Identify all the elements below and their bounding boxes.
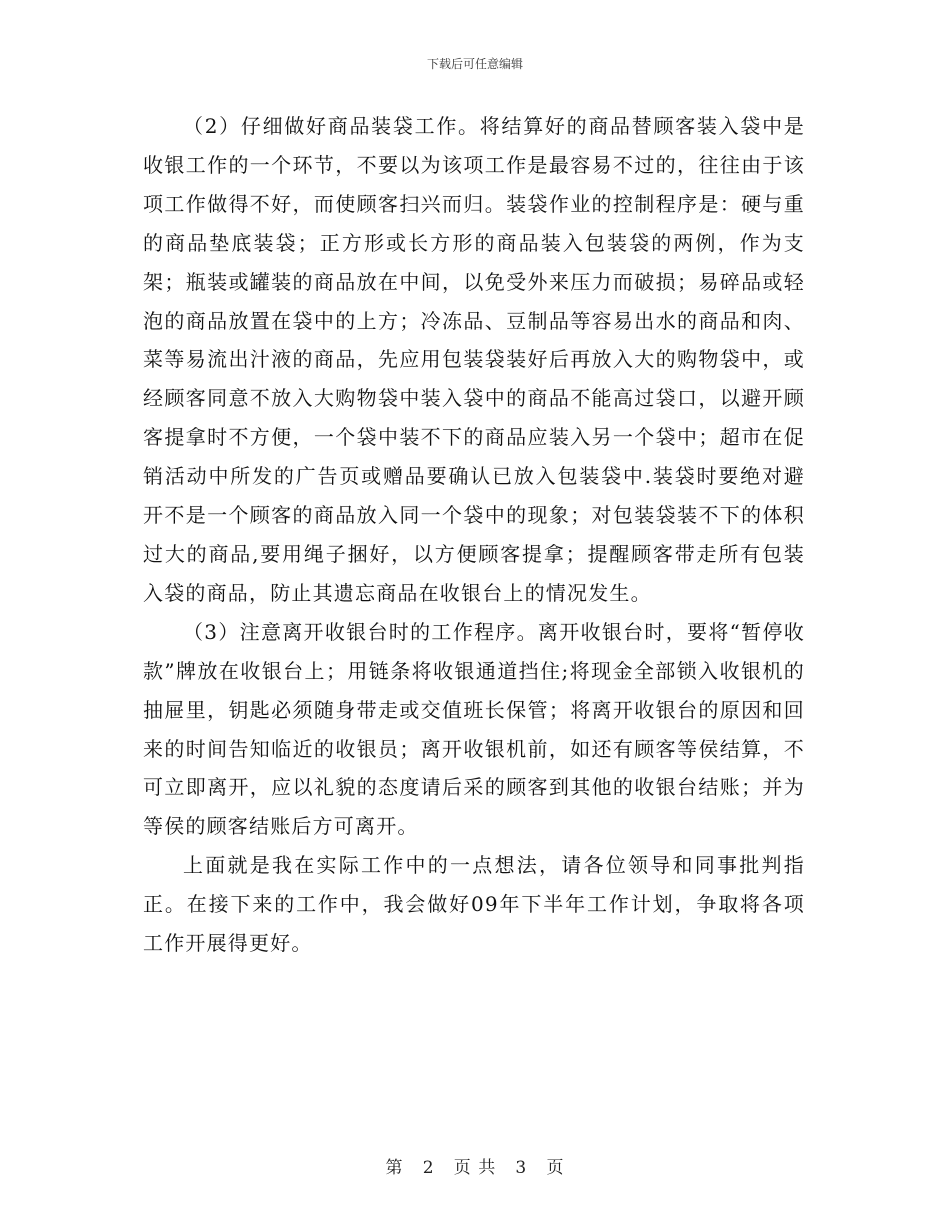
page-header: 下载后可任意编辑 [426, 57, 523, 71]
paragraph-conclusion: 上面就是我在实际工作中的一点想法，请各位领导和同事批判指正。在接下来的工作中，我会做好09年下半年工作计划，争取将各项工作开展得更好。 [143, 853, 805, 956]
paragraph-packing: （2）仔细做好商品装袋工作。将结算好的商品替顾客装入袋中是收银工作的一个环节，不要以为该项工作是最容易不过的，往往由于该项工作做得不好，而使顾客扫兴而归。装袋作业的控制程序是：硬与重的商品垫底装袋；正方形或长方形的商品装入包装袋的两例，作为支架；瓶装或罐装的商品放在中间，以免受外来压力而破损；易碎品或轻泡的商品放置在袋中的上方；冷冻品、豆制品等容易出水的商品和肉、菜等易流出汁液的商品，先应用包装袋装好后再放入大的购物袋中，或经顾客同意不放入大购物袋中装入袋中的商品不能高过袋口，以避开顾客提拿时不方便，一个袋中装不下的商品应装入另一个袋中；超市在促销活动中所发的广告页或赠品要确认已放入包装袋中.装袋时要绝对避开不是一个顾客的商品放入同一个袋中的现象；对包装袋装不下的体积过大的商品,要用绳子捆好，以方便顾客提拿；提醒顾客带走所有包装入袋的商品，防止其遗忘商品在收银台上的情况发生。 [143, 114, 805, 605]
footer-suffix: 页 [546, 1158, 565, 1178]
page-footer [0, 1153, 950, 1178]
paragraph-leaving-counter: （3）注意离开收银台时的工作程序。离开收银台时，要将“暂停收款”牌放在收银台上；用链条将收银通道挡住;将现金全部锁入收银机的抽屉里，钥匙必须随身带走或交值班长保管；将离开收银台的原因和回来的时间告知临近的收银员；离开收银机前，如还有顾客等侯结算，不可立即离开，应以礼貌的态度请后采的顾客到其他的收银台结账；并为等侯的顾客结账后方可离开。 [143, 619, 805, 839]
footer-page-number: 2 [422, 1158, 435, 1178]
document-body [143, 107, 805, 963]
footer-total-pages: 3 [515, 1158, 528, 1178]
footer-middle: 页 共 [453, 1158, 497, 1178]
footer-prefix: 第 [385, 1158, 404, 1178]
